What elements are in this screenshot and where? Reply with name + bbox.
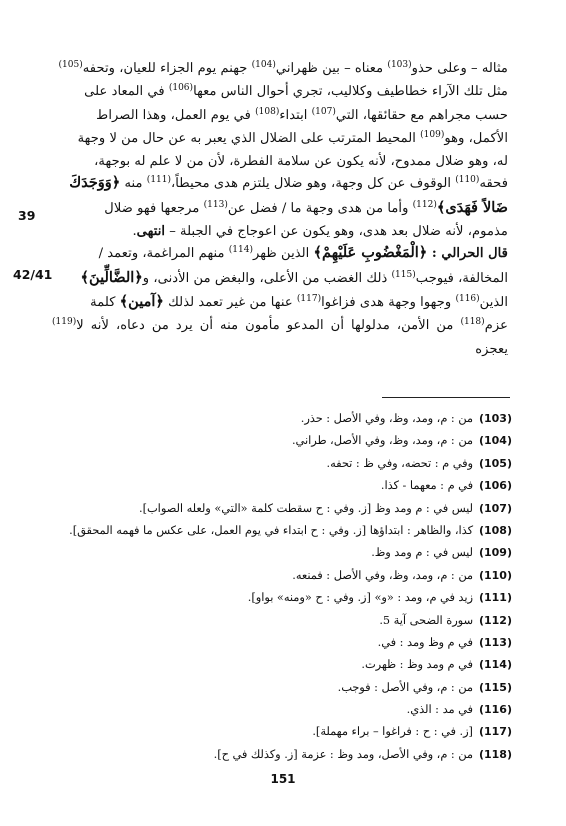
verse-number: 39: [18, 208, 36, 223]
footnote-number: (105): [478, 456, 512, 470]
text-run: الذين ظهر: [252, 246, 314, 262]
body-line: [52, 81, 508, 104]
footnote-ref: (104): [251, 60, 276, 70]
footnote-number: (117): [478, 725, 512, 739]
footnote-number: (112): [478, 613, 512, 627]
footnote-text: كذا، والظاهر : ابتداؤها [ز. وفي : ح ابتداء في يوم العمل، على عكس ما فهمه المحقق].: [69, 523, 473, 537]
footnote-number: (106): [478, 479, 512, 493]
text-run: عزم: [484, 318, 508, 334]
footnote: [52, 408, 512, 430]
body-line: [52, 151, 508, 172]
footnote: [52, 542, 512, 564]
footnote: [52, 453, 512, 475]
footnote: [52, 677, 512, 699]
text-run: المحيط المترتب على الضلال الذي يعبر به عن حال من لا وجهة: [77, 130, 421, 146]
emphasis-text: قال الحرالي :: [427, 246, 508, 262]
footnote-number: (116): [478, 703, 512, 717]
footnote-number: (109): [478, 546, 512, 560]
footnote-ref: (113): [203, 199, 228, 210]
quran-quote: ﴿وَوَجَدَكَ: [69, 174, 121, 192]
text-run: المخالفة، فيوجب: [415, 270, 508, 286]
text-run: في يوم العمل، وهذا الصراط: [96, 107, 256, 123]
text-run: الذين: [479, 294, 508, 310]
body-line: [52, 267, 508, 291]
body-line: [52, 105, 508, 128]
footnote-number: (118): [478, 747, 512, 761]
text-run: كلمة: [90, 294, 120, 310]
footnote-number: (107): [478, 501, 512, 515]
footnote-ref: (103): [387, 60, 412, 70]
body-line: [52, 291, 508, 315]
footnote-text: ليس في : م ومد وظ.: [371, 546, 473, 560]
text-run: ابتداء: [279, 107, 312, 123]
text-run: منه: [120, 176, 147, 192]
footnote-number: (108): [478, 523, 512, 537]
footnote: [52, 587, 512, 609]
footnote: [52, 498, 512, 520]
footnote: [52, 565, 512, 587]
main-text: [52, 58, 508, 360]
text-run: الأكمل، وهو: [444, 130, 508, 146]
text-run: حسب مجراهم مع حقائقها، التي: [335, 107, 508, 123]
text-run: مذموم، لأنه ضلال بعد هدى، وهو يكون عن اعوجاج في الجبلة –: [165, 224, 508, 240]
footnote-text: زيد في م، ومد : «و» [ز. وفي : ح «ومنه» بواو].: [247, 591, 473, 605]
emphasis-text: انتهى: [136, 224, 166, 240]
text-run: منهم المراغمة، وتعمد /: [98, 246, 229, 262]
footnote-ref: (114): [228, 245, 253, 256]
footnote-text: [ز. في : ح : فراغوا – براء مهملة].: [312, 725, 473, 739]
footnote: [52, 744, 512, 766]
quran-quote: ﴿الْمَغْضُوبِ عَلَيْهِمْ﴾: [313, 244, 428, 262]
footnote-ref: (108): [255, 106, 280, 117]
page-number: 151: [270, 772, 296, 786]
text-run: عنها من غير تعمد لذلك: [163, 294, 297, 310]
footnote-divider: [382, 397, 510, 398]
footnote-text: سورة الضحى آية 5.: [379, 613, 473, 627]
text-run: مثاله – وعلى حذو: [411, 61, 508, 76]
footnote-text: في م ومد وظ : ظهرت.: [361, 658, 473, 672]
text-run: يعجزه: [475, 341, 508, 357]
text-run: مثل تلك الآراء خطاطيف وكلاليب، تجري أحوال الناس معها: [193, 84, 508, 100]
body-line: [52, 221, 508, 242]
footnote: [52, 475, 512, 497]
footnote-ref: (107): [311, 106, 336, 117]
text-run: فحقه: [479, 176, 508, 192]
footnote: [52, 610, 512, 632]
footnote-ref: (112): [412, 199, 437, 210]
footnote-ref: (109): [420, 129, 445, 140]
footnote-ref: (119): [52, 317, 77, 328]
footnote: [52, 699, 512, 721]
text-run: وجهوا وجهة هدى فزاغوا: [321, 294, 456, 310]
text-run: في المعاد على: [84, 84, 169, 100]
footnote-ref: (105): [58, 60, 83, 70]
footnote-ref: (118): [460, 317, 485, 328]
footnote-text: من : م، ومد، وظ، وفي الأصل : فمنعه.: [292, 568, 473, 582]
footnote-ref: (111): [146, 175, 172, 186]
text-run: .: [132, 224, 137, 240]
text-run: له، وهو ضلال ممدوح، لأنه يكون عن سلامة الفطرة، لأن من لا علم له بوجهة،: [94, 154, 508, 170]
text-run: ذلك الغضب من الأعلى، والبغض من الأدنى، و: [142, 270, 392, 286]
text-run: مرجعها فهو ضلال: [104, 200, 204, 216]
footnote-text: من : م، وفي الأصل، ومد وظ : عزمة [ز. وكذلك في ح].: [213, 747, 473, 761]
footnote-ref: (110): [455, 175, 480, 186]
footnote: [52, 430, 512, 452]
footnote: [52, 721, 512, 743]
footnote-text: وفي م : تحضه، وفي ظ : تحفه.: [326, 456, 473, 470]
text-run: جهنم يوم الجزاء للعيان، وتحفه: [82, 61, 252, 76]
footnote-text: من : م، ومد، وظ، وفي الأصل، طراني.: [291, 434, 473, 448]
quran-quote: ﴿الضَّالِّينَ﴾: [80, 268, 143, 286]
footnote-ref: (116): [455, 293, 480, 304]
body-line: [52, 128, 508, 151]
footnote-text: في مد : الذي.: [406, 703, 473, 717]
text-run: الوقوف عن كل وجهة، وهو ضلال يلتزم هدى محيطاً،: [171, 176, 456, 192]
footnote-number: (114): [478, 658, 512, 672]
footnote: [52, 654, 512, 676]
footnote: [52, 632, 512, 654]
footnote-number: (113): [478, 635, 512, 649]
footnote-ref: (115): [391, 269, 416, 280]
footnote-text: في م : معهما - كذا.: [380, 479, 473, 493]
footnote-ref: (106): [168, 83, 194, 94]
footnote-number: (110): [478, 568, 512, 582]
footnote-text: من : م، ومد، وظ، وفي الأصل : حذر.: [300, 412, 473, 425]
text-run: وأما من هدى وجهة ما / فضل عن: [227, 200, 413, 216]
quran-quote: ﴿آمين﴾: [119, 292, 164, 310]
footnote-number: (115): [478, 680, 512, 694]
footnotes: [52, 408, 512, 766]
body-line: [52, 58, 508, 81]
footnote-number: (111): [478, 591, 512, 605]
footnote-text: في م وظ ومد : في.: [377, 635, 473, 649]
verse-reference: 42/41: [13, 267, 53, 282]
quran-quote: ضَالاً فَهَدَى﴾: [436, 198, 508, 216]
body-line: [52, 197, 508, 221]
body-line: [52, 242, 508, 266]
footnote-text: ليس في : م ومد وظ [ز. وفي : ح سقطت كلمة «التي» ولعله الصواب].: [139, 501, 473, 515]
footnote-number: (103): [478, 412, 512, 425]
text-run: معناه – بين ظهراني: [275, 61, 388, 76]
footnote: [52, 520, 512, 542]
footnote-text: من : م، وفي الأصل : فوجب.: [337, 680, 473, 694]
body-line: [52, 315, 508, 360]
footnote-ref: (117): [296, 293, 322, 304]
body-line: [52, 172, 508, 196]
text-run: من الأمن، مدلولها أن المدعو مأمون منه أن يرد من دعاه، لأنه لا: [76, 318, 461, 334]
footnote-number: (104): [478, 434, 512, 448]
